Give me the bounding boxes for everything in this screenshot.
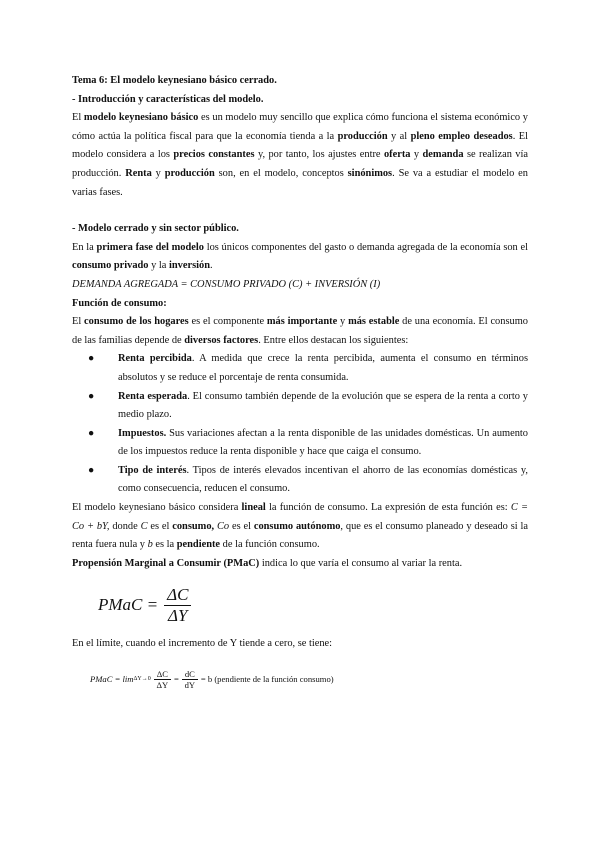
formula-fraction (164, 585, 191, 626)
consumption-factors-list (72, 350, 528, 499)
linear-function-paragraph: El modelo keynesiano básico considera lineal la función de consumo. La expresión de esta función es: C = Co + bY, donde C es el consumo, Co es el consumo autónomo, que es el consumo planeado y deseado si la renta fuera nula y b es la pendiente de la función consumo. (72, 502, 528, 551)
formula-denominator: ΔY (168, 605, 188, 625)
consumption-function-heading: Función de consumo: (72, 297, 167, 309)
intro-heading: - Introducción y características del modelo. (72, 93, 264, 105)
limit-numerator-derivative: dC (182, 669, 198, 680)
page-title: Tema 6: El modelo keynesiano básico cerrado. (72, 75, 277, 86)
bullet-icon: ● (88, 390, 95, 402)
limit-rhs: = b (pendiente de la función consumo) (200, 673, 334, 684)
bullet-icon: ● (88, 427, 95, 439)
closed-model-heading: - Modelo cerrado y sin sector público. (72, 223, 239, 235)
limit-lhs: PMaC = lim (90, 673, 134, 684)
limit-fraction-delta (154, 669, 171, 690)
aggregate-demand-formula: DEMANDA AGREGADA = CONSUMO PRIVADO (C) + INVERSIÓN (I) (72, 278, 381, 290)
formula-numerator: ΔC (164, 585, 191, 606)
pmac-limit-formula (90, 666, 528, 692)
limit-subscript: ΔY→0 (133, 675, 151, 682)
limit-paragraph: En el límite, cuando el incremento de Y tiende a cero, se tiene: (72, 638, 333, 650)
limit-denominator-delta: ΔY (156, 679, 169, 690)
limit-equals: = (173, 673, 179, 684)
consumption-paragraph: El consumo de los hogares es el componente más importante y más estable de una economía. El consumo de las familias depende de diversos factores. Entre ellos destacan los siguientes: (72, 316, 528, 346)
list-item: ● Renta esperada. El consumo también depende de la evolución que se espera de la renta a corto y medio plazo. (118, 388, 528, 425)
bullet-icon: ● (88, 464, 95, 476)
closed-model-paragraph: En la primera fase del modelo los únicos componentes del gasto o demanda agregada de la economía son el consumo privado y la inversión. (72, 241, 528, 272)
list-item: ● Renta percibida. A medida que crece la renta percibida, aumenta el consumo en términos absolutos y se reduce el porcentaje de renta consumida. (118, 350, 528, 387)
limit-fraction-derivative (182, 669, 198, 690)
intro-paragraph: El modelo keynesiano básico es un modelo muy sencillo que explica cómo funciona el sistema económico y cómo actúa la política fiscal para que la economía tienda a la producción y al pleno empleo deseados. El modelo considera a los precios constantes y, por tanto, los ajustes entre oferta y demanda se realizan vía producción. Renta y producción son, en el modelo, conceptos sinónimos. Se va a estudiar el modelo en varias fases. (72, 112, 528, 198)
pmac-formula (98, 583, 528, 627)
pmac-paragraph: Propensión Marginal a Consumir (PMaC) indica lo que varía el consumo al variar la renta. (72, 557, 463, 569)
list-item: ● Tipo de interés. Tipos de interés elevados incentivan el ahorro de las economías domésticas y, como consecuencia, reducen el consumo. (118, 462, 528, 499)
document-page (72, 72, 528, 692)
limit-denominator-derivative: dY (184, 679, 196, 690)
bullet-icon: ● (88, 353, 95, 365)
list-item: ● Impuestos. Sus variaciones afectan a la renta disponible de las unidades domésticas. Un aumento de los impuestos reduce la renta disponible y hace que caiga el consumo. (118, 425, 528, 462)
limit-numerator-delta: ΔC (154, 669, 171, 680)
formula-lhs: PMaC = (98, 595, 159, 615)
